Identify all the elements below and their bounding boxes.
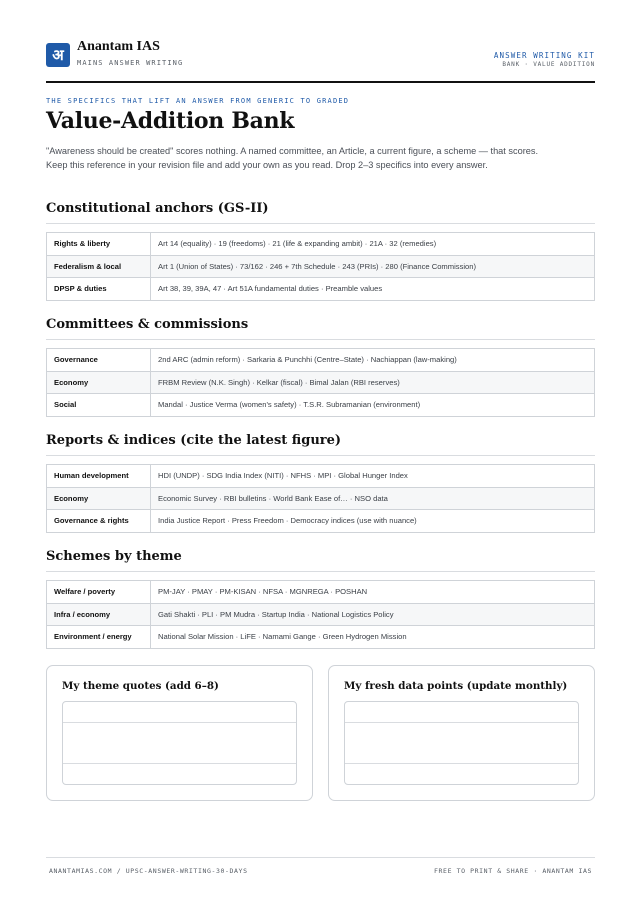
table-row bbox=[47, 394, 595, 417]
table-row bbox=[47, 278, 595, 301]
table-schemes bbox=[46, 580, 595, 649]
table-constitutional bbox=[46, 232, 595, 301]
row-category: Infra / economy bbox=[47, 603, 151, 626]
footer bbox=[46, 857, 595, 878]
table-row bbox=[47, 465, 595, 488]
kit-sublabel: BANK · VALUE ADDITION bbox=[502, 61, 595, 68]
footer-note: FREE TO PRINT & SHARE · ANANTAM IAS bbox=[434, 867, 592, 875]
eyebrow: THE SPECIFICS THAT LIFT AN ANSWER FROM GENERIC TO GRADED bbox=[46, 97, 350, 105]
row-value: 2nd ARC (admin reform) · Sarkaria & Punchhi (Centre–State) · Nachiappan (law-making) bbox=[151, 349, 595, 372]
table-row bbox=[47, 510, 595, 533]
section-heading-reports: Reports & indices (cite the latest figure) bbox=[46, 433, 595, 456]
table-row bbox=[47, 603, 595, 626]
row-value: Art 14 (equality) · 19 (freedoms) · 21 (life & expanding ambit) · 21A · 32 (remedies) bbox=[151, 233, 595, 256]
row-category: Environment / energy bbox=[47, 626, 151, 649]
row-category: Welfare / poverty bbox=[47, 581, 151, 604]
row-category: Federalism & local bbox=[47, 255, 151, 278]
kit-label: ANSWER WRITING KIT bbox=[493, 51, 595, 60]
table-row bbox=[47, 255, 595, 278]
table-row bbox=[47, 581, 595, 604]
row-value: Art 38, 39, 39A, 47 · Art 51A fundamental duties · Preamble values bbox=[151, 278, 595, 301]
table-row bbox=[47, 349, 595, 372]
brand-logo-icon: अ bbox=[46, 43, 70, 67]
writing-area[interactable] bbox=[62, 701, 297, 785]
row-value: PM-JAY · PMAY · PM-KISAN · NFSA · MGNREGA · POSHAN bbox=[151, 581, 595, 604]
table-row bbox=[47, 626, 595, 649]
footer-url: ANANTAMIAS.COM / UPSC-ANSWER-WRITING-30-DAYS bbox=[49, 867, 248, 875]
row-category: Economy bbox=[47, 487, 151, 510]
row-value: Mandal · Justice Verma (women's safety) · T.S.R. Subramanian (environment) bbox=[151, 394, 595, 417]
brand-name: Anantam IAS bbox=[77, 39, 160, 54]
section-heading-constitutional: Constitutional anchors (GS-II) bbox=[46, 201, 595, 224]
intro-text: "Awareness should be created" scores nothing. A named committee, an Article, a current figure, a scheme — that scores. Keep this reference in your revision file and add your own as you read. Drop 2–3 specifics into every answer. bbox=[46, 146, 539, 170]
brand-subtitle: MAINS ANSWER WRITING bbox=[77, 59, 184, 67]
card-fresh-data bbox=[328, 665, 595, 801]
table-committees bbox=[46, 348, 595, 417]
row-category: Rights & liberty bbox=[47, 233, 151, 256]
table-row bbox=[47, 371, 595, 394]
page-title: Value-Addition Bank bbox=[46, 108, 295, 134]
card-heading: My fresh data points (update monthly) bbox=[344, 680, 568, 692]
row-value: India Justice Report · Press Freedom · Democracy indices (use with nuance) bbox=[151, 510, 595, 533]
row-value: National Solar Mission · LiFE · Namami Gange · Green Hydrogen Mission bbox=[151, 626, 595, 649]
row-value: Economic Survey · RBI bulletins · World Bank Ease of… · NSO data bbox=[151, 487, 595, 510]
row-category: Social bbox=[47, 394, 151, 417]
card-theme-quotes bbox=[46, 665, 313, 801]
writing-line bbox=[63, 722, 296, 723]
writing-line bbox=[345, 722, 578, 723]
row-category: Economy bbox=[47, 371, 151, 394]
section-heading-committees: Committees & commissions bbox=[46, 317, 595, 340]
table-reports bbox=[46, 464, 595, 533]
row-category: Governance bbox=[47, 349, 151, 372]
row-value: Gati Shakti · PLI · PM Mudra · Startup India · National Logistics Policy bbox=[151, 603, 595, 626]
card-heading: My theme quotes (add 6–8) bbox=[62, 680, 219, 692]
row-value: HDI (UNDP) · SDG India Index (NITI) · NFHS · MPI · Global Hunger Index bbox=[151, 465, 595, 488]
row-value: Art 1 (Union of States) · 73/162 · 246 + 7th Schedule · 243 (PRIs) · 280 (Finance Commission) bbox=[151, 255, 595, 278]
row-category: Human development bbox=[47, 465, 151, 488]
table-row bbox=[47, 233, 595, 256]
section-heading-schemes: Schemes by theme bbox=[46, 549, 595, 572]
header bbox=[46, 39, 595, 83]
table-row bbox=[47, 487, 595, 510]
row-category: DPSP & duties bbox=[47, 278, 151, 301]
writing-line bbox=[63, 763, 296, 764]
writing-line bbox=[345, 763, 578, 764]
row-value: FRBM Review (N.K. Singh) · Kelkar (fiscal) · Bimal Jalan (RBI reserves) bbox=[151, 371, 595, 394]
writing-area[interactable] bbox=[344, 701, 579, 785]
row-category: Governance & rights bbox=[47, 510, 151, 533]
